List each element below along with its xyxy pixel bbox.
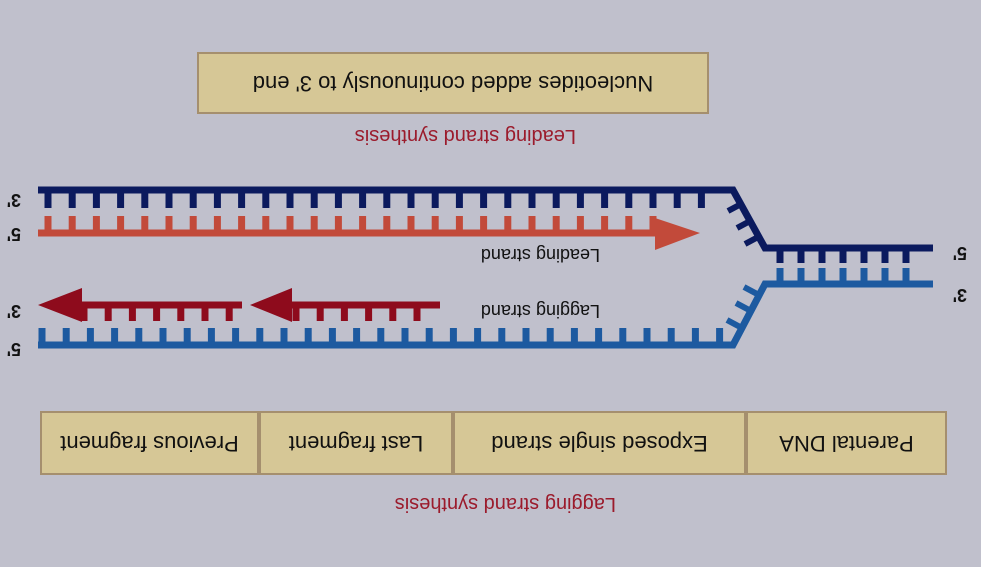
lagging-segment-bar [40, 411, 947, 475]
base-tick [744, 287, 759, 295]
leading-arrowhead [655, 218, 700, 250]
end-label-top-5prime: 5' [6, 224, 21, 244]
leading-strand-caption: Leading strand synthesis [354, 125, 576, 147]
segment-parental-dna: Parental DNA [746, 411, 947, 475]
end-label-bottom-5prime: 5' [6, 339, 21, 359]
lagging-strand-label: Lagging strand [480, 301, 600, 321]
leading-strand-label: Leading strand [480, 245, 600, 265]
base-tick [727, 320, 742, 328]
base-tick [736, 303, 751, 311]
lagging-strand-caption: Lagging strand synthesis [394, 493, 616, 515]
end-label-bottom-3prime: 3' [6, 301, 21, 321]
segment-exposed-single-strand: Exposed single strand [453, 411, 746, 475]
lagging-arrowhead-last [250, 288, 292, 322]
leading-strand-box: Nucleotides added continuously to 3' end [197, 52, 709, 114]
end-label-right-3prime: 3' [952, 285, 967, 305]
end-label-top-3prime: 3' [6, 190, 21, 210]
base-tick [745, 236, 760, 244]
segment-previous-fragment: Previous fragment [40, 411, 259, 475]
segment-last-fragment: Last fragment [259, 411, 453, 475]
end-label-right-5prime: 5' [952, 243, 967, 263]
lagging-arrowhead-previous [38, 288, 82, 322]
